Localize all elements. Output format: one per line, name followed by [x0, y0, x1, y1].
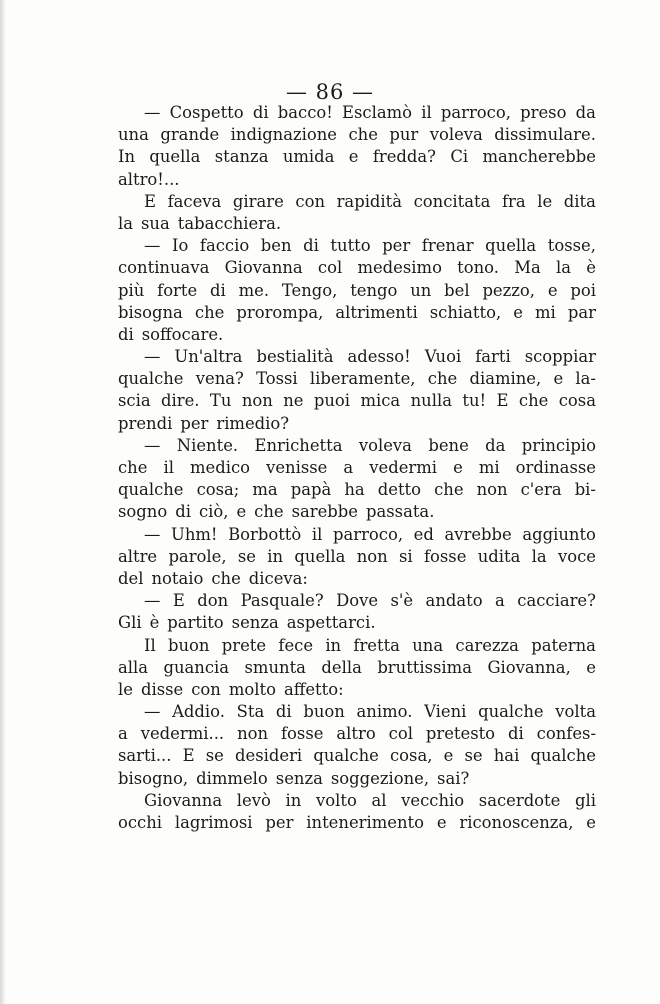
text-line: altre parole, se in quella non si fosse udita la voce — [118, 546, 596, 566]
text-line: le disse con molto affetto: — [118, 679, 344, 699]
text-line: occhi lagrimosi per intenerimento e riconoscenza, e — [118, 813, 596, 832]
page-edge-shadow — [0, 0, 6, 1004]
text-line: più forte di me. Tengo, tengo un bel pezzo, e poi — [118, 280, 596, 300]
text-line: — Un'altra bestialità adesso! Vuoi farti scoppiar — [144, 347, 596, 367]
text-line: — Io faccio ben di tutto per frenar quella tosse, — [144, 236, 596, 256]
text-line: una grande indignazione che pur voleva dissimulare. — [118, 125, 596, 145]
text-line: prendi per rimedio? — [118, 413, 290, 433]
text-line: la sua tabacchiera. — [118, 213, 282, 233]
text-line: che il medico venisse a vedermi e mi ordinasse — [118, 458, 596, 477]
text-line: Gli è partito senza aspettarci. — [118, 613, 376, 633]
text-line: E faceva girare con rapidità concitata fra le dita — [144, 191, 596, 211]
text-line: a vedermi... non fosse altro col pretesto di confes- — [118, 724, 596, 744]
text-line: scia dire. Tu non ne puoi mica nulla tu! E che cosa — [118, 391, 596, 411]
text-line: continuava Giovanna col medesimo tono. Ma la è — [118, 258, 596, 278]
text-line: bisogno, dimmelo senza soggezione, sai? — [118, 768, 470, 788]
text-line: — Niente. Enrichetta voleva bene da principio — [144, 435, 596, 455]
text-line: sogno di ciò, e che sarebbe passata. — [118, 502, 435, 522]
text-line: — Addio. Sta di buon animo. Vieni qualche volta — [144, 702, 596, 722]
text-line: alla guancia smunta della bruttissima Giovanna, e — [118, 657, 596, 677]
text-line: — E don Pasquale? Dove s'è andato a cacciare? — [144, 591, 596, 611]
text-line: del notaio che diceva: — [118, 568, 308, 588]
text-line: — Uhm! Borbottò il parroco, ed avrebbe aggiunto — [144, 524, 596, 544]
text-line: — Cospetto di bacco! Esclamò il parroco, preso da — [144, 103, 596, 122]
text-line: bisogna che prorompa, altrimenti schiatto, e mi par — [118, 302, 596, 322]
text-line: altro!... — [118, 169, 180, 189]
text-line: Il buon prete fece in fretta una carezza paterna — [144, 635, 596, 655]
text-line: di soffocare. — [118, 324, 224, 344]
page-number: — 86 — — [285, 80, 375, 104]
text-line: qualche cosa; ma papà ha detto che non c'era bi- — [118, 480, 596, 500]
body-text — [118, 102, 596, 834]
text-line: In quella stanza umida e fredda? Ci mancherebbe — [118, 147, 596, 167]
text-line: sarti... E se desideri qualche cosa, e se hai qualche — [118, 746, 596, 766]
text-line: Giovanna levò in volto al vecchio sacerdote gli — [144, 790, 596, 810]
text-line: qualche vena? Tossi liberamente, che diamine, e la- — [118, 369, 596, 389]
